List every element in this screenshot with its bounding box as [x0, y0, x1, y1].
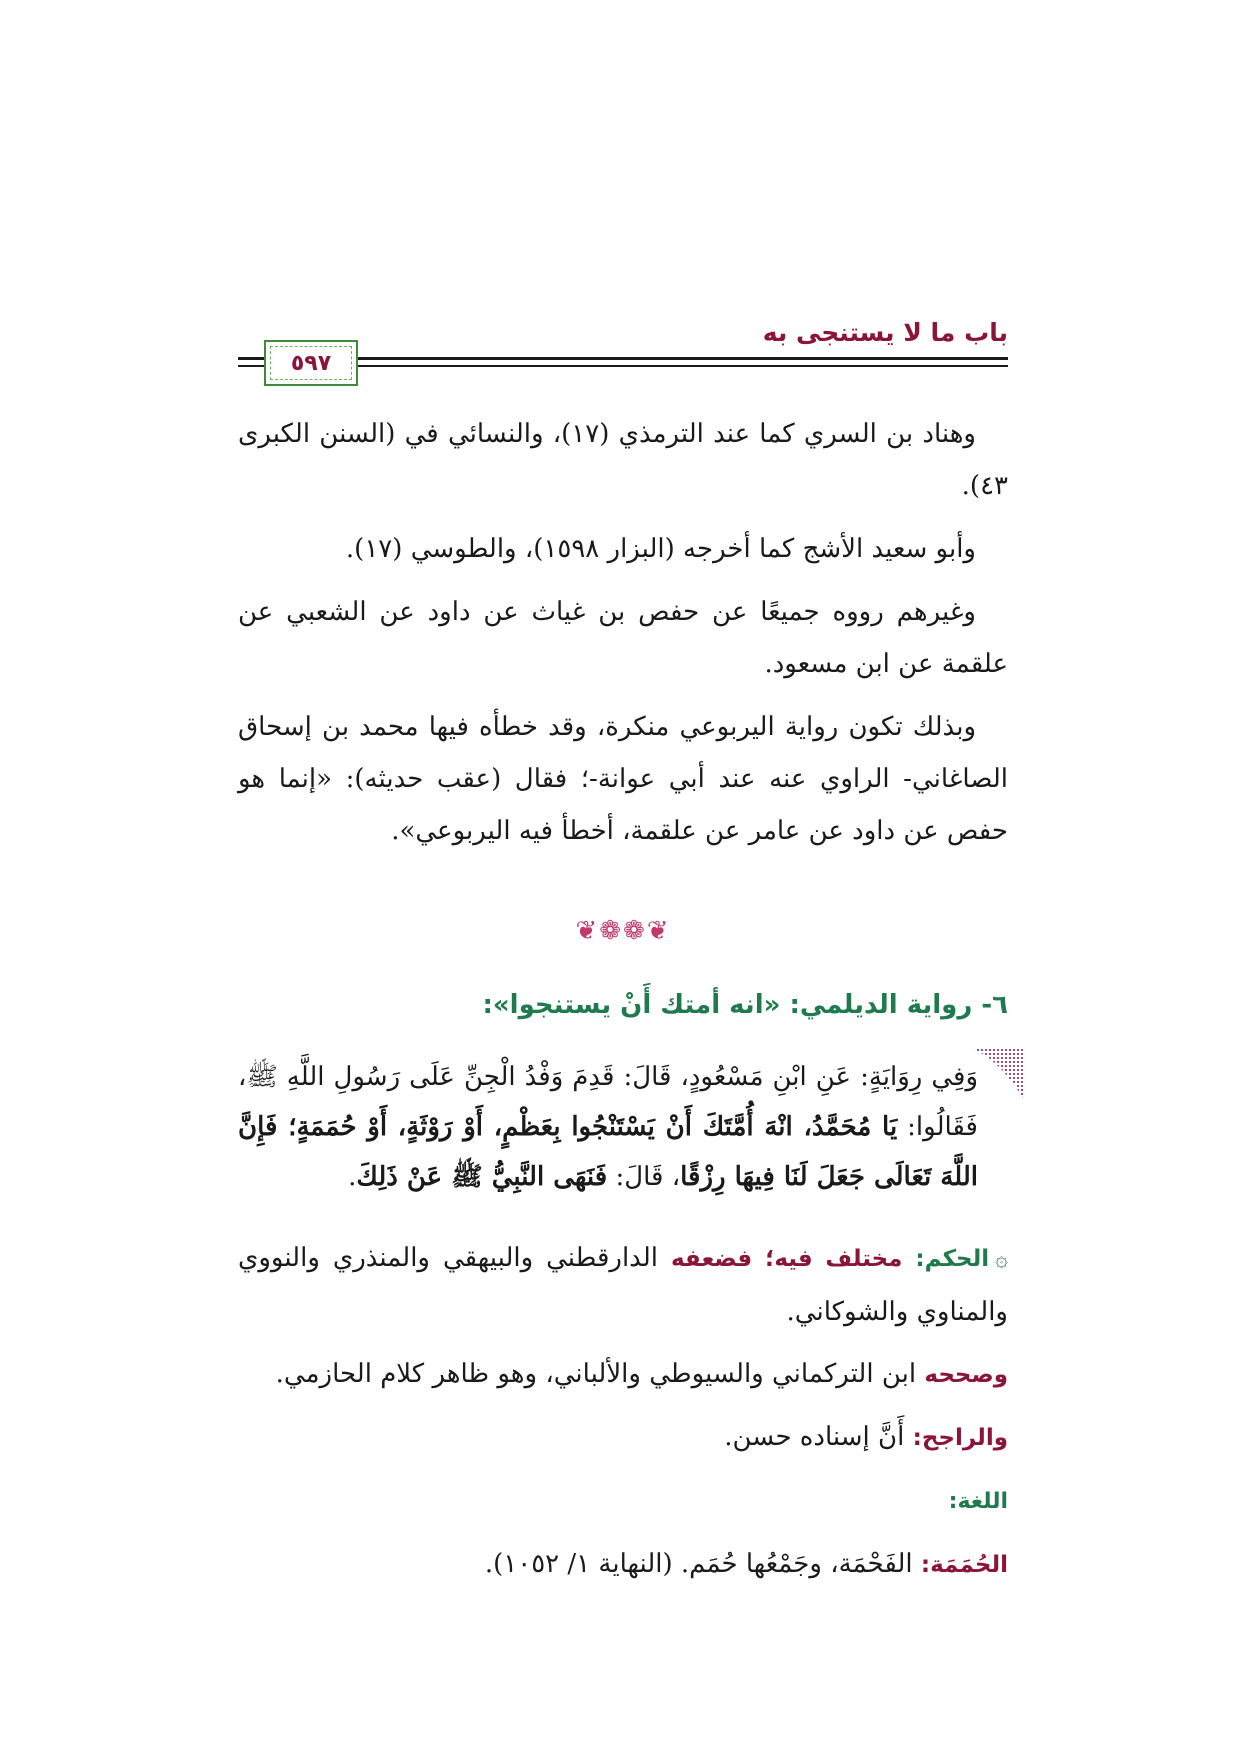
weakened-label: فضعفه	[670, 1246, 753, 1272]
hadith-block	[238, 1052, 1008, 1202]
ruling-icon: ۞	[995, 1247, 1008, 1272]
ruling-status: مختلف فيه؛	[765, 1246, 903, 1272]
main-text	[238, 408, 1008, 868]
preferred-text: أَنَّ إسناده حسن.	[724, 1422, 913, 1452]
preferred-line	[238, 1411, 1008, 1464]
page-number-frame	[264, 340, 358, 386]
preferred-label: والراجح:	[912, 1425, 1008, 1451]
hadith-middle: ، قَالَ:	[607, 1162, 681, 1192]
section-divider-ornament: ❦❁❁❦	[575, 916, 671, 946]
authenticated-text: ابن التركماني والسيوطي والألباني، وهو ظاهر كلام الحازمي.	[275, 1359, 925, 1389]
ruling-line	[238, 1232, 1008, 1338]
chapter-title: باب ما لا يستنجى به	[762, 318, 1008, 347]
section-heading: ٦- رواية الديلمي: «انه أمتك أَنْ يستنجوا»:	[482, 990, 1008, 1020]
language-definition-line	[238, 1538, 1008, 1591]
paragraph: وهناد بن السري كما عند الترمذي (١٧)، والنسائي في (السنن الكبرى ٤٣).	[238, 419, 1008, 501]
book-page	[238, 0, 1008, 1754]
language-term: الحُمَمَة:	[920, 1552, 1008, 1578]
page-header	[238, 318, 1008, 390]
ruling-section	[238, 1232, 1008, 1601]
hadith-quote: يَا مُحَمَّدُ، انْهَ أُمَّتَكَ أَنْ يَسْتَنْجُوا بِعَظْمٍ، أَوْ رَوْثَةٍ، أَوْ حُمَمَةٍ؛ فَإِنَّ اللَّهَ تَعَالَى جَعَلَ لَنَا فِيهَا رِزْقًا	[238, 1112, 978, 1192]
authenticated-line	[238, 1348, 1008, 1401]
authenticated-label: وصححه	[924, 1362, 1008, 1388]
hadith-text	[238, 1052, 1008, 1202]
corner-ornament-icon	[972, 1048, 1024, 1100]
language-heading-line	[238, 1474, 1008, 1528]
paragraph: وأبو سعيد الأشج كما أخرجه (البزار ١٥٩٨)، والطوسي (١٧).	[345, 534, 976, 564]
language-definition: الفَحْمَة، وجَمْعُها حُمَم. (النهاية ١/ ١٠٥٢).	[484, 1549, 921, 1579]
paragraph: وبذلك تكون رواية اليربوعي منكرة، وقد خطأه فيها محمد بن إسحاق الصاغاني- الراوي عنه عند أبي عوانة-؛ فقال (عقب حديثه): «إنما هو حفص عن داود عن عامر عن علقمة، أخطأ فيه اليربوعي».	[238, 712, 1008, 846]
hadith-end: .	[348, 1162, 357, 1192]
hadith-quote-2: فَنَهَى النَّبِيُّ ﷺ عَنْ ذَلِكَ	[356, 1162, 608, 1192]
hadith-intro: وَفِي رِوَايَةٍ: عَنِ ابْنِ مَسْعُودٍ، قَالَ: قَدِمَ وَفْدُ الْجِنِّ عَلَى رَسُولِ اللَّهِ ﷺ، فَقَالُوا:	[238, 1062, 978, 1142]
paragraph: وغيرهم رووه جميعًا عن حفص بن غياث عن داود عن الشعبي عن علقمة عن ابن مسعود.	[238, 597, 1008, 679]
weakened-text: الدارقطني والبيهقي والمنذري والنووي والمناوي والشوكاني.	[238, 1243, 1008, 1327]
page-number: ٥٩٧	[290, 350, 332, 376]
ruling-label: الحكم:	[915, 1246, 990, 1272]
language-heading: اللغة:	[948, 1489, 1008, 1514]
